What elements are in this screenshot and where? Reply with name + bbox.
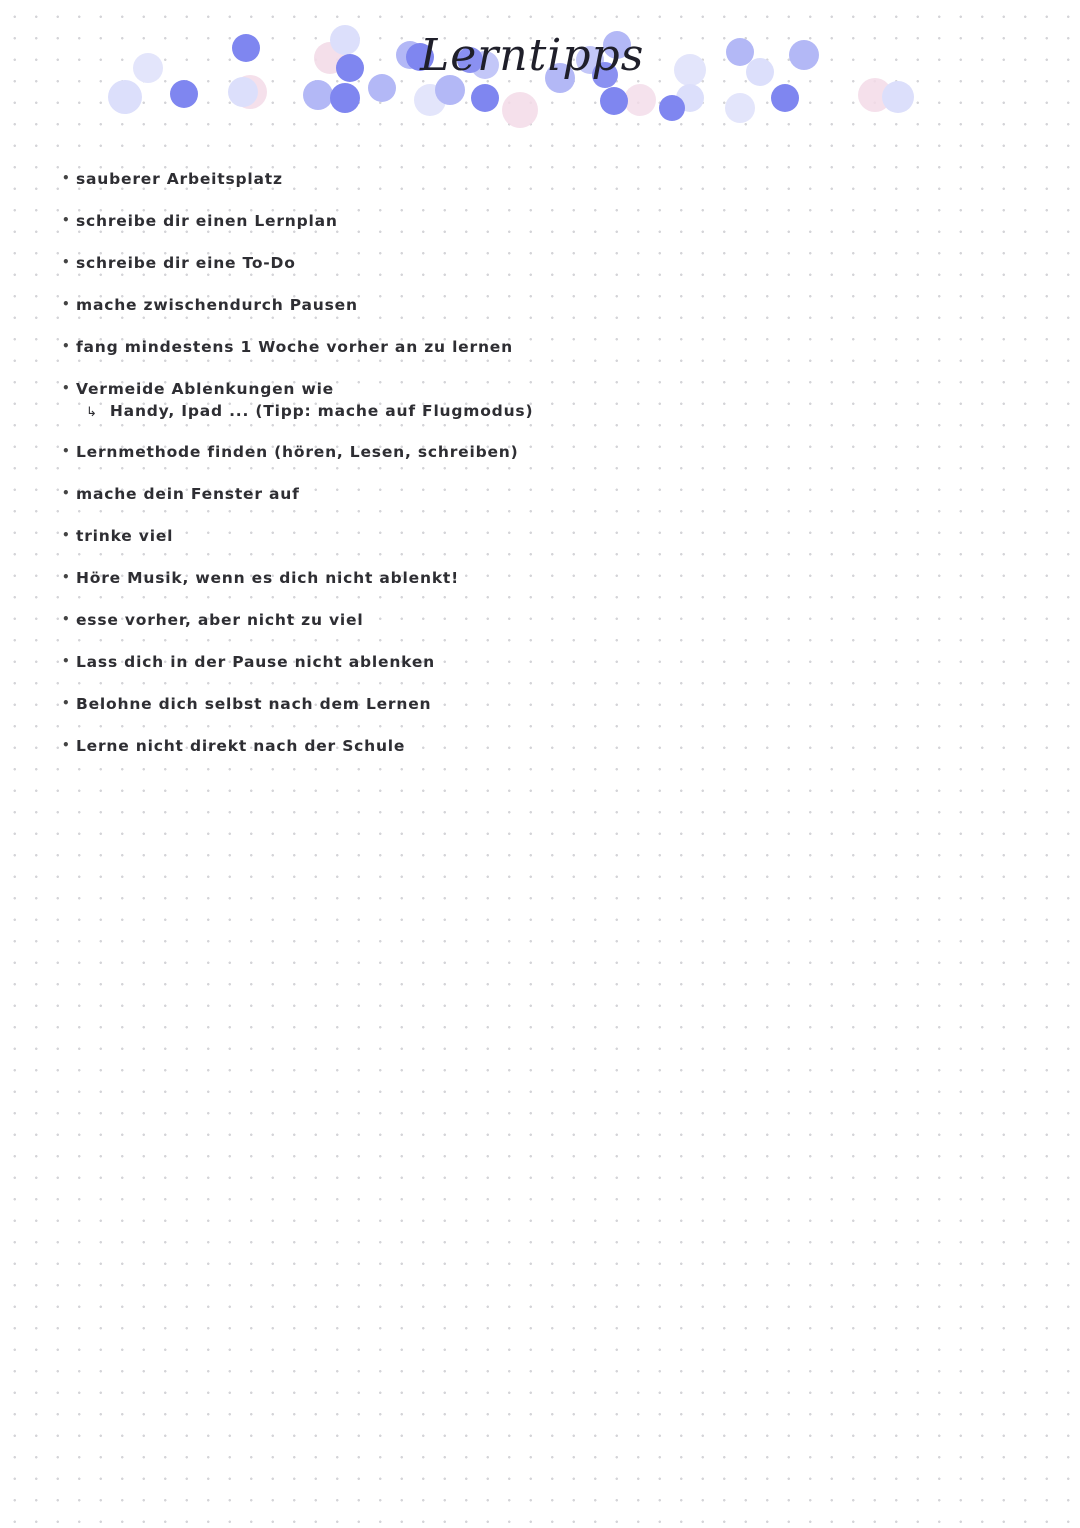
list-item xyxy=(62,651,762,693)
tips-list xyxy=(62,168,762,777)
list-item xyxy=(62,567,762,609)
list-item xyxy=(62,693,762,735)
bullet-icon: • xyxy=(62,171,71,185)
bullet-icon: • xyxy=(62,654,71,668)
header-banner xyxy=(0,0,1080,140)
tip-text: Lerne nicht direkt nach der Schule xyxy=(76,737,406,755)
bullet-icon: • xyxy=(62,486,71,500)
tip-text: Belohne dich selbst nach dem Lernen xyxy=(76,695,432,713)
list-item xyxy=(62,525,762,567)
tip-text: Höre Musik, wenn es dich nicht ablenkt! xyxy=(76,569,459,587)
bullet-icon: • xyxy=(62,696,71,710)
tip-text: sauberer Arbeitsplatz xyxy=(76,170,283,188)
page-title: Lerntipps xyxy=(420,30,645,81)
bullet-icon: • xyxy=(62,213,71,227)
bullet-icon: • xyxy=(62,297,71,311)
arrow-icon: ↳ xyxy=(86,405,98,420)
tip-body xyxy=(76,378,533,424)
list-item xyxy=(62,735,762,777)
tip-text: trinke viel xyxy=(76,527,174,545)
bullet-icon: • xyxy=(62,528,71,542)
bullet-icon: • xyxy=(62,339,71,353)
list-item xyxy=(62,609,762,651)
list-item xyxy=(62,441,762,483)
list-item xyxy=(62,336,762,378)
tip-text: Vermeide Ablenkungen wie xyxy=(76,380,334,398)
tip-text: fang mindestens 1 Woche vorher an zu lernen xyxy=(76,338,513,356)
list-item xyxy=(62,210,762,252)
list-item xyxy=(62,483,762,525)
bullet-icon: • xyxy=(62,381,71,395)
list-item xyxy=(62,168,762,210)
tip-text: Lernmethode finden (hören, Lesen, schreiben) xyxy=(76,443,519,461)
bullet-icon: • xyxy=(62,255,71,269)
list-item xyxy=(62,252,762,294)
tip-text: mache dein Fenster auf xyxy=(76,485,300,503)
tip-text: Lass dich in der Pause nicht ablenken xyxy=(76,653,436,671)
tip-text: schreibe dir eine To-Do xyxy=(76,254,296,272)
bullet-icon: • xyxy=(62,444,71,458)
list-item xyxy=(62,294,762,336)
tip-text: esse vorher, aber nicht zu viel xyxy=(76,611,364,629)
tip-text: mache zwischendurch Pausen xyxy=(76,296,358,314)
bullet-icon: • xyxy=(62,570,71,584)
bullet-icon: • xyxy=(62,612,71,626)
tip-subtext: Handy, Ipad ... (Tipp: mache auf Flugmodus) xyxy=(109,402,534,420)
list-item xyxy=(62,378,762,441)
bullet-icon: • xyxy=(62,738,71,752)
tip-text: schreibe dir einen Lernplan xyxy=(76,212,338,230)
tip-subline xyxy=(76,400,533,424)
